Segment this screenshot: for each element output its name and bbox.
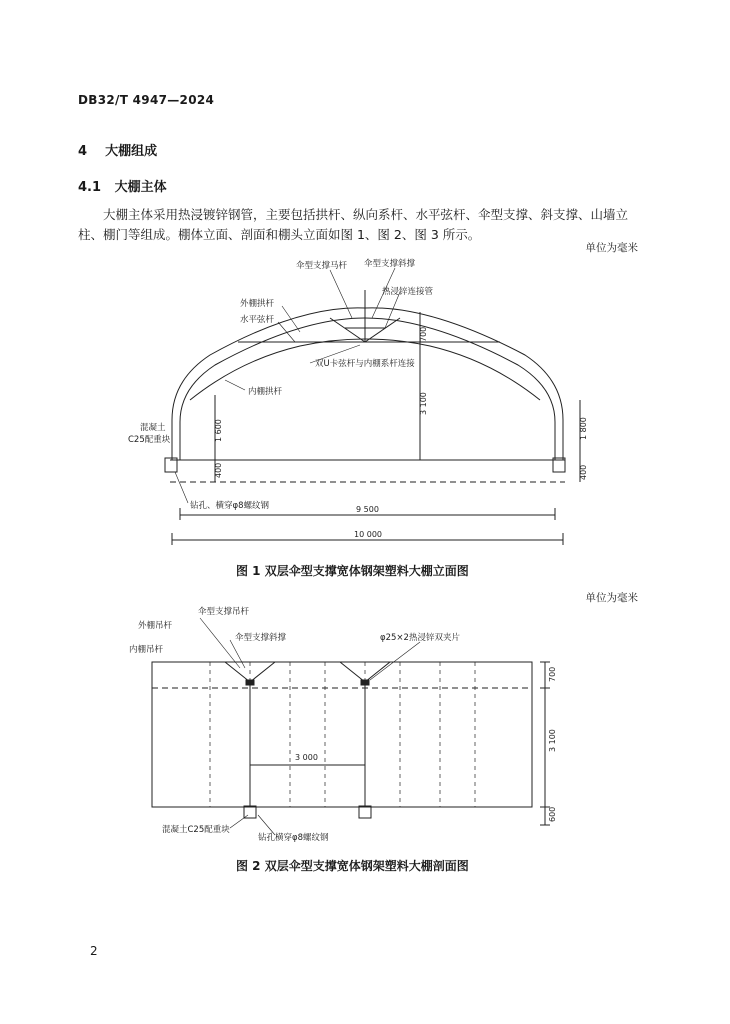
label-drill: 钻孔横穿φ8螺纹钢 <box>258 833 329 843</box>
subsection-heading <box>78 176 167 195</box>
body-paragraph <box>78 205 638 245</box>
dim-700: 700 <box>419 326 428 342</box>
figure1-unit-note: 单位为毫米 <box>585 242 638 254</box>
leader <box>278 322 295 342</box>
clip-right <box>361 680 369 685</box>
outer-arch <box>172 308 563 460</box>
leader <box>258 815 275 835</box>
document-code: DB32/T 4947—2024 <box>78 93 215 107</box>
label-connector: 热浸锌连接管 <box>382 287 434 297</box>
label-concrete: 混凝土 <box>140 423 166 433</box>
umbrella-brace-right <box>365 318 400 342</box>
leader <box>175 472 188 503</box>
leader <box>230 640 245 668</box>
dim-10000: 10 000 <box>354 530 382 539</box>
figure2-caption: 图 2 双层伞型支撑宽体钢架塑料大棚剖面图 <box>236 859 469 873</box>
figure1-caption: 图 1 双层伞型支撑宽体钢架塑料大棚立面图 <box>236 564 469 578</box>
dim-400-right: 400 <box>579 464 588 480</box>
dim-600: 600 <box>548 806 557 822</box>
dim-1600: 1 600 <box>214 419 223 442</box>
label-concrete: 混凝土C25配重块 <box>162 825 230 835</box>
label-concrete-grade: C25配重块 <box>128 435 171 445</box>
leader <box>230 815 248 828</box>
leader <box>330 270 352 318</box>
section-heading <box>78 140 157 159</box>
label-outer-rod: 外棚吊杆 <box>138 621 173 631</box>
label-drill: 钻孔、横穿φ8螺纹钢 <box>190 501 270 511</box>
section-number: 4 <box>78 144 88 159</box>
dim-3000: 3 000 <box>295 753 318 762</box>
dim-3100: 3 100 <box>548 729 557 752</box>
label-umbrella-brace: 伞型支撑斜撑 <box>235 633 287 643</box>
leader <box>282 306 300 332</box>
label-u-clip: 双U卡弦杆与内棚系杆连接 <box>315 359 415 369</box>
clip-left <box>246 680 254 685</box>
label-inner-rod: 内棚吊杆 <box>129 645 164 655</box>
dim-700: 700 <box>548 666 557 682</box>
dim-3100: 3 100 <box>419 392 428 415</box>
leader <box>370 642 420 680</box>
umbrella-brace-left <box>330 318 365 342</box>
section-title: 大棚组成 <box>105 144 158 159</box>
leader <box>225 380 245 390</box>
figure1-elevation-drawing <box>0 250 730 550</box>
dim-400: 400 <box>214 462 223 478</box>
page-number: 2 <box>90 944 98 958</box>
label-outer-arch: 外棚拱杆 <box>240 299 275 309</box>
concrete-block-right <box>359 806 371 818</box>
inner-arch <box>190 339 540 400</box>
dim-9500: 9 500 <box>356 505 379 514</box>
figure2-section-drawing <box>0 600 730 845</box>
paragraph-text: 大棚主体采用热浸镀锌钢管，主要包括拱杆、纵向系杆、水平弦杆、伞型支撑、斜支撑、山墙立柱、棚门等组成。棚体立面、剖面和棚头立面如图 1、图 2、图 3 所示。 <box>78 207 629 242</box>
label-clip: φ25×2热浸锌双夹片 <box>380 633 460 643</box>
label-umbrella-brace: 伞型支撑斜撑 <box>364 259 416 269</box>
leader <box>200 618 240 668</box>
dim-1800: 1 800 <box>579 417 588 440</box>
subsection-number: 4.1 <box>78 180 102 195</box>
label-umbrella-strut: 伞型支撑马杆 <box>296 261 348 271</box>
figure2-unit-note: 单位为毫米 <box>585 592 638 604</box>
subsection-title: 大棚主体 <box>114 180 167 195</box>
label-chord: 水平弦杆 <box>240 315 275 325</box>
concrete-block-left <box>244 806 256 818</box>
label-umbrella-rod: 伞型支撑吊杆 <box>198 607 250 617</box>
label-inner-arch: 内棚拱杆 <box>248 387 283 397</box>
